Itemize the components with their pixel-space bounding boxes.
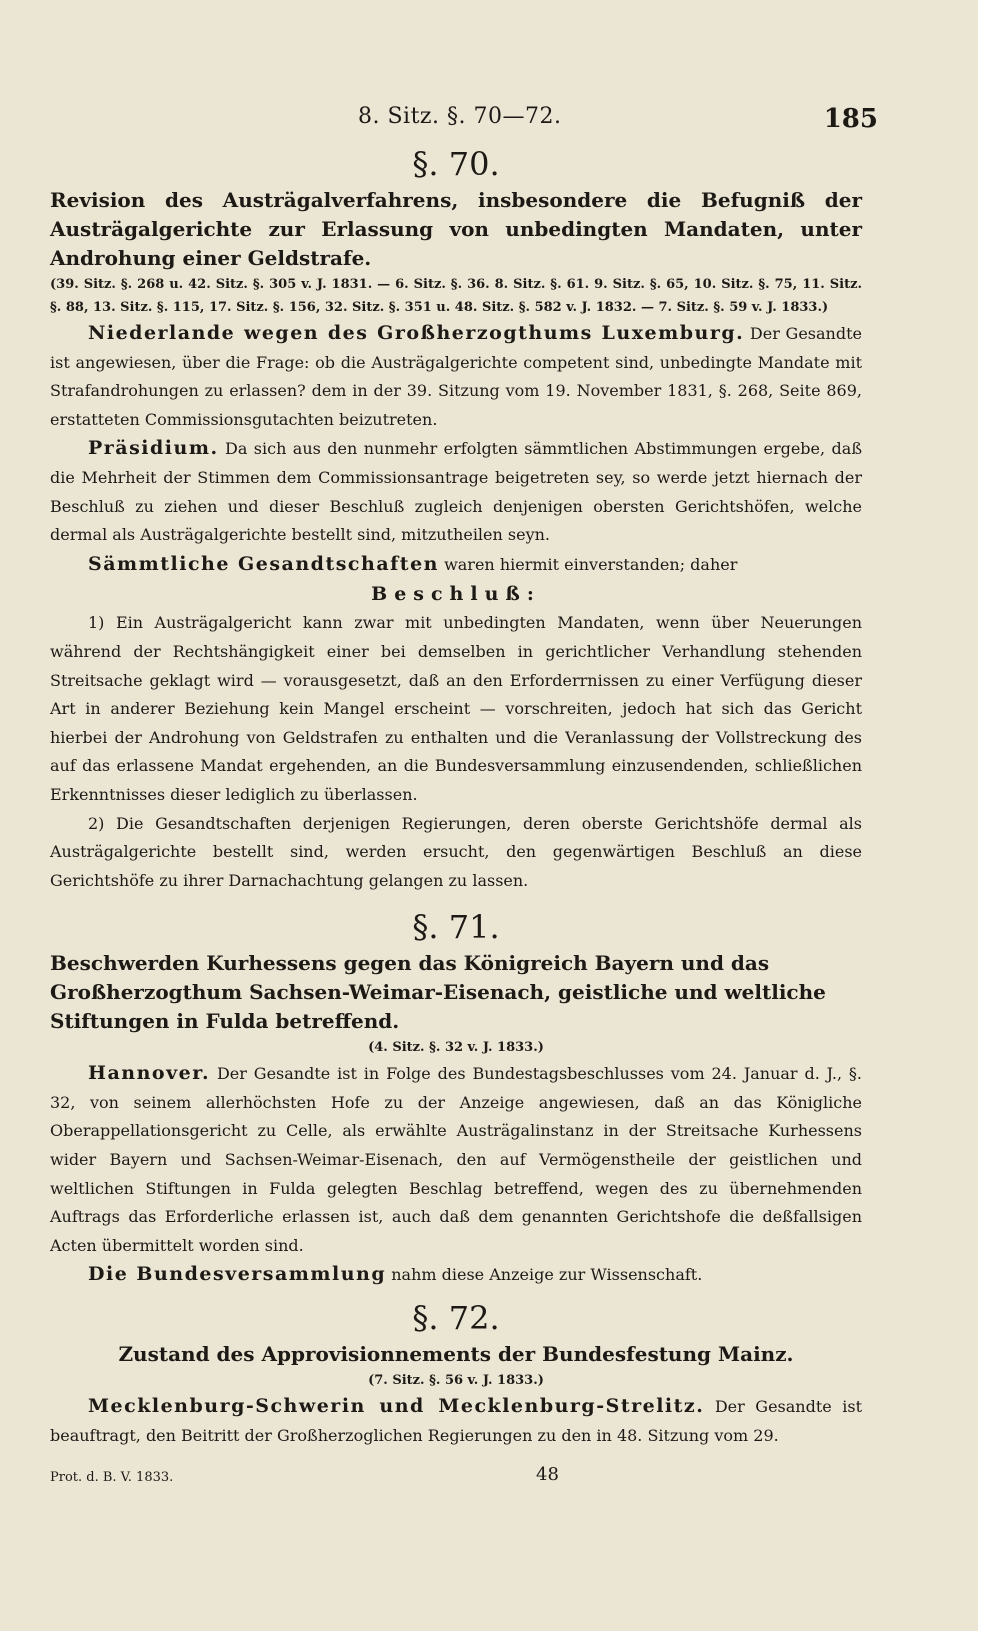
signature-mark: Prot. d. B. V. 1833. (50, 1470, 174, 1485)
beschluss-item-2: 2) Die Gesandtschaften derjenigen Regierungen, deren oberste Gerichtshöfe dermal als Austrägalgerichte bestellt sind, werden ersucht, den gegenwärtigen Beschluß an diese Gerichtshöfe zu ihrer Darnachachtung gelangen zu lassen. (50, 813, 862, 890)
speaker-gesandtschaften: Sämmtliche Gesandtschaften (88, 552, 439, 575)
speaker-niederlande: Niederlande wegen des Großherzogthums Luxemburg. (88, 322, 745, 344)
section-72-paragraph-1 (50, 1392, 862, 1450)
section-70-paragraph-3 (50, 550, 862, 580)
section-71-reference: (4. Sitz. §. 32 v. J. 1833.) (368, 1040, 544, 1056)
speaker-praesidium: Präsidium. (88, 437, 219, 460)
section-71-paragraph-2 (50, 1260, 862, 1290)
speaker-hannover: Hannover. (88, 1062, 211, 1085)
paragraph-text: Der Gesandte ist in Folge des Bundestagsbeschlusses vom 24. Januar d. J., §. 32, von seinem allerhöchsten Hofe zu der Anzeige angewiesen, daß an das Königliche Oberappellationsgericht zu Celle, als erwählte Austrägalinstanz in der Streitsache Kurhessens wider Bayern und Sachsen-Weimar-Eisenach, den auf Vermögenstheile der geistlichen und weltlichen Stiftungen in Fulda gelegten Beschlag betreffend, wegen des zu übernehmenden Auftrags das Erforderliche erlassen ist, auch daß dem genannten Gerichtshofe die deßfallsigen Acten übermittelt worden sind. (50, 1064, 862, 1255)
section-70-paragraph-2 (50, 434, 862, 549)
page-footer (50, 1464, 862, 1490)
section-71-paragraph-1 (50, 1059, 862, 1260)
paragraph-text: waren hiermit einverstanden; daher (438, 554, 738, 574)
paragraph-text: Da sich aus den nunmehr erfolgten sämmtlichen Abstimmungen ergebe, daß die Mehrheit der Stimmen dem Commissionsantrage beigetreten sey, so werde jetzt hiernach der Beschluß zu ziehen und dieser Beschluß zugleich denjenigen obersten Gerichtshöfen, welche dermal als Austrägalgerichte bestellt sind, mitzutheilen seyn. (50, 439, 862, 545)
sheet-number: 48 (536, 1464, 559, 1485)
section-72-heading: §. 72. (412, 1299, 500, 1338)
section-70-paragraph-1 (50, 319, 862, 434)
paragraph-text: nahm diese Anzeige zur Wissenschaft. (386, 1265, 703, 1285)
page-edge (978, 0, 1000, 1631)
main-text (50, 142, 862, 1450)
section-72-title: Zustand des Approvisionnements der Bundesfestung Mainz. (118, 1342, 794, 1367)
section-70-heading: §. 70. (412, 145, 500, 183)
section-71-title: Beschwerden Kurhessens gegen das Königreich Bayern und das Großherzogthum Sachsen-Weimar-Eisenach, geistliche und weltliche Stiftungen in Fulda betreffend. (50, 951, 826, 1034)
section-70-reference: (39. Sitz. §. 268 u. 42. Sitz. §. 305 v. J. 1831. — 6. Sitz. §. 36. 8. Sitz. §. 61. 9. Sitz. §. 65, 10. Sitz. §. 75, 11. Sitz. §. 88, 13. Sitz. §. 115, 17. Sitz. §. 156, 32. Sitz. §. 351 u. 48. Sitz. §. 582 v. J. 1832. — 7. Sitz. §. 59 v. J. 1833.) (50, 277, 862, 315)
page-number: 185 (823, 104, 878, 134)
paragraph-text: Der Gesandte ist beauftragt, den Beitritt der Großherzoglichen Regierungen zu den in 48. Sitzung vom 29. (50, 1397, 863, 1445)
section-72-reference: (7. Sitz. §. 56 v. J. 1833.) (368, 1373, 544, 1389)
section-70-title: Revision des Austrägalverfahrens, insbesondere die Befugniß der Austrägalgerichte zur Erlassung von unbedingten Mandaten, unter Androhung einer Geldstrafe. (50, 188, 862, 270)
beschluss-item-1: 1) Ein Austrägalgericht kann zwar mit unbedingten Mandaten, wenn über Neuerungen während der Rechtshängigkeit einer bei demselben in gerichtlicher Verhandlung stehenden Streitsache geklagt wird — vorausgesetzt, daß an den Erforderrnissen zu einer Verfügung dieser Art in anderer Beziehung kein Mangel erscheint — vorschreiten, jedoch hat sich das Gericht hierbei der Androhung von Geldstrafen zu enthalten und die Veranlassung der Vollstreckung des auf das erlassene Mandat ergehenden, an die Bundesversammlung einzusendenden, schließlichen Erkenntnisses dieser lediglich zu überlassen. (50, 613, 862, 804)
beschluss-heading: Beschluß: (371, 583, 541, 606)
running-header (48, 104, 878, 138)
section-71-heading: §. 71. (412, 908, 500, 947)
speaker-mecklenburg: Mecklenburg-Schwerin und Mecklenburg-Strelitz. (88, 1395, 705, 1418)
running-title: 8. Sitz. §. 70—72. (358, 104, 562, 129)
speaker-bundesversammlung: Die Bundesversammlung (88, 1263, 387, 1286)
paragraph-text: Der Gesandte ist angewiesen, über die Frage: ob die Austrägalgerichte competent sind, unbedingte Mandate mit Strafandrohungen zu erlassen? dem in der 39. Sitzung vom 19. November 1831, §. 268, Seite 869, erstatteten Commissionsgutachten beizutreten. (50, 324, 862, 429)
